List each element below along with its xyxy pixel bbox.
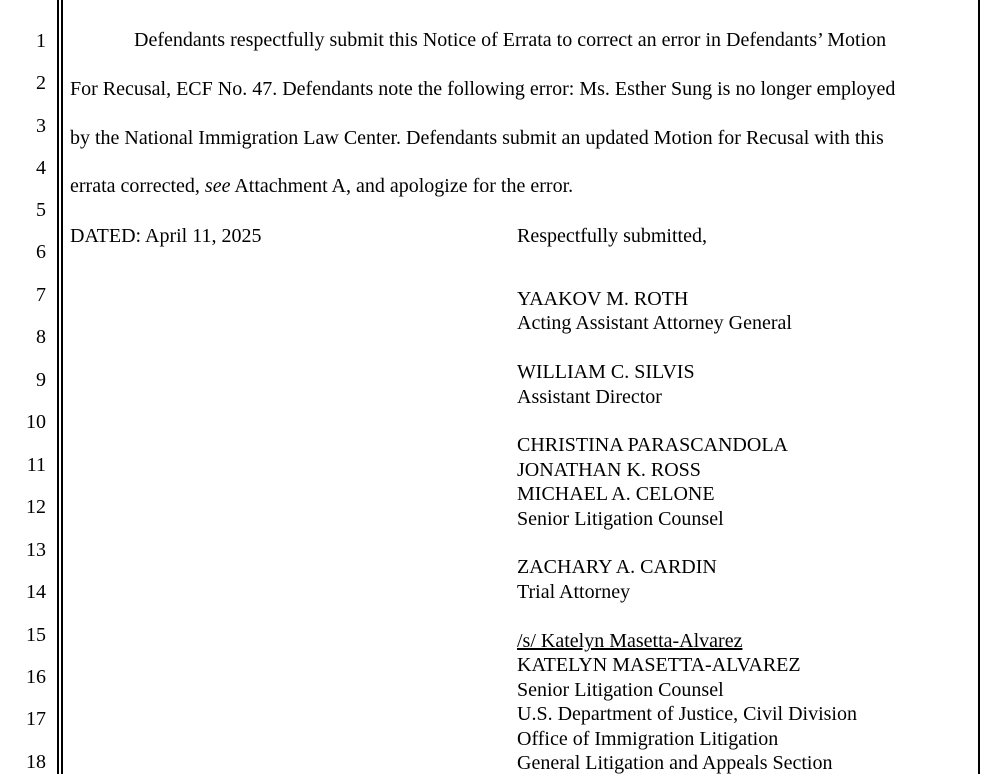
line-number: 2 xyxy=(36,72,46,94)
line4-text-b: Attachment A, and apologize for the error. xyxy=(230,175,574,197)
signatory-name: JONATHAN K. ROSS xyxy=(517,459,701,481)
line-number: 4 xyxy=(36,157,46,179)
closing-line: Respectfully submitted, xyxy=(517,225,707,247)
signatory-name: MICHAEL A. CELONE xyxy=(517,483,715,505)
line-number: 10 xyxy=(26,411,46,433)
line-number: 8 xyxy=(36,326,46,348)
paragraph-line-2: For Recusal, ECF No. 47. Defendants note the following error: Ms. Esther Sung is no longer employed xyxy=(70,78,896,100)
margin-rule-left xyxy=(57,0,59,774)
line-number: 18 xyxy=(26,751,46,773)
line-number: 12 xyxy=(26,496,46,518)
signatory-title: Assistant Director xyxy=(517,386,662,408)
line-number: 17 xyxy=(26,708,46,730)
line-number: 15 xyxy=(26,624,46,646)
margin-rule-left-inner xyxy=(61,0,63,774)
line-number: 3 xyxy=(36,115,46,137)
signatory-title: Senior Litigation Counsel xyxy=(517,508,724,530)
line-number: 13 xyxy=(26,539,46,561)
paragraph-line-3: by the National Immigration Law Center. Defendants submit an updated Motion for Recusal with this xyxy=(70,127,884,149)
signatory-name: YAAKOV M. ROTH xyxy=(517,288,689,310)
signatory-name: KATELYN MASETTA-ALVAREZ xyxy=(517,654,801,676)
signatory-title: Acting Assistant Attorney General xyxy=(517,312,792,334)
office-line: Office of Immigration Litigation xyxy=(517,728,779,750)
line-number: 5 xyxy=(36,199,46,221)
line-number: 14 xyxy=(26,581,46,603)
paragraph-line-4 xyxy=(70,174,573,198)
signatory-name: CHRISTINA PARASCANDOLA xyxy=(517,434,788,456)
margin-rule-right xyxy=(978,0,980,774)
signatory-name: ZACHARY A. CARDIN xyxy=(517,556,717,578)
signatory-name: WILLIAM C. SILVIS xyxy=(517,361,695,383)
paragraph-line-1: Defendants respectfully submit this Notice of Errata to correct an error in Defendants’ Motion xyxy=(134,29,887,51)
electronic-signature: /s/ Katelyn Masetta-Alvarez xyxy=(517,630,743,652)
line-number: 11 xyxy=(26,454,46,476)
line-number: 9 xyxy=(36,369,46,391)
signatory-title: Trial Attorney xyxy=(517,581,631,603)
line-number: 1 xyxy=(36,30,46,52)
section-line: General Litigation and Appeals Section xyxy=(517,752,833,774)
dated-line: DATED: April 11, 2025 xyxy=(70,225,262,247)
line-number: 7 xyxy=(36,284,46,306)
line4-text-a: errata corrected, xyxy=(70,175,205,197)
signatory-title: Senior Litigation Counsel xyxy=(517,679,724,701)
line-number: 16 xyxy=(26,666,46,688)
department-line: U.S. Department of Justice, Civil Division xyxy=(517,703,857,725)
line-number: 6 xyxy=(36,241,46,263)
see-emphasis: see xyxy=(204,175,231,197)
